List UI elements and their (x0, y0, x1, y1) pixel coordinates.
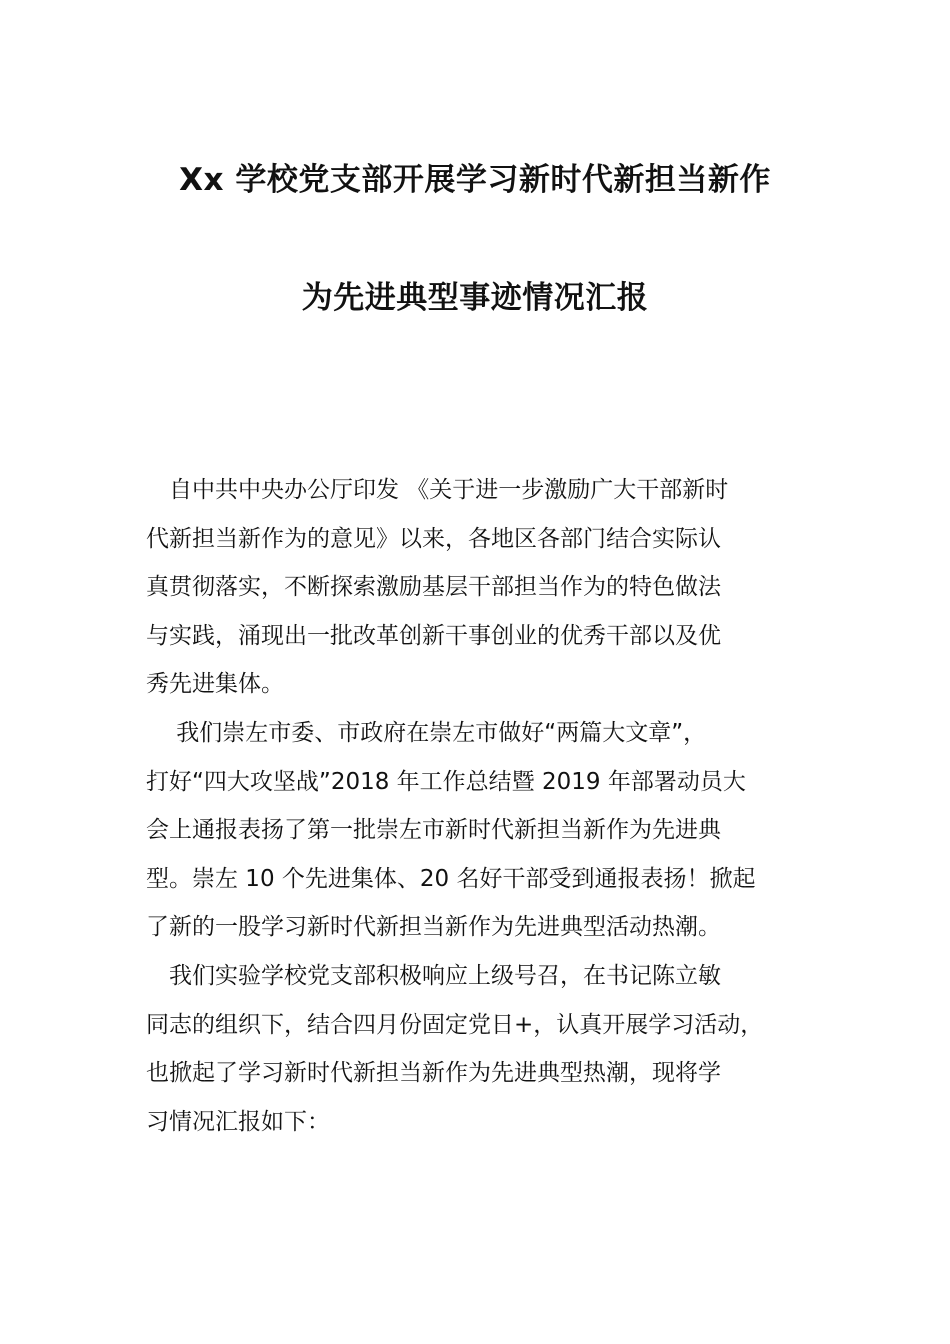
paragraph-2 (146, 709, 811, 952)
paragraph-3-line-2: 同志的组织下，结合四月份固定党日+，认真开展学习活动， (146, 1011, 764, 1038)
document-title-line-1: Xx 学校党支部开展学习新时代新担当新作 (179, 162, 771, 198)
paragraph-2-line-5: 了新的一股学习新时代新担当新作为先进典型活动热潮。 (146, 914, 721, 941)
paragraph-2-line-4: 型。崇左 10 个先进集体、20 名好干部受到通报表扬！掀起 (146, 865, 756, 892)
paragraph-3-line-1: 我们实验学校党支部积极响应上级号召，在书记陈立敏 (146, 963, 721, 989)
paragraph-1-line-4: 与实践，涌现出一批改革创新干事创业的优秀干部以及优 (146, 622, 721, 649)
paragraph-2-line-2: 打好“四大攻坚战”2018 年工作总结暨 2019 年部署动员大 (146, 768, 746, 795)
paragraph-3-line-3: 也掀起了学习新时代新担当新作为先进典型热潮，现将学 (146, 1060, 721, 1087)
paragraph-3 (146, 952, 811, 1146)
paragraph-1-line-1: 自中共中央办公厅印发 《关于进一步激励广大干部新时 (146, 477, 729, 503)
paragraph-1-line-3: 真贯彻落实，不断探索激励基层干部担当作为的特色做法 (146, 574, 721, 601)
paragraph-2-line-1: 我们崇左市委、市政府在崇左市做好“两篇大文章”， (146, 720, 707, 746)
paragraph-1-line-5: 秀先进集体。 (146, 671, 284, 698)
paragraph-3-line-4: 习情况汇报如下： (146, 1108, 330, 1135)
paragraph-1 (146, 466, 811, 709)
paragraph-1-line-2: 代新担当新作为的意见》以来，各地区各部门结合实际认 (146, 525, 721, 552)
paragraph-2-line-3: 会上通报表扬了第一批崇左市新时代新担当新作为先进典 (146, 817, 721, 844)
document-title-line-2: 为先进典型事迹情况汇报 (301, 280, 649, 316)
